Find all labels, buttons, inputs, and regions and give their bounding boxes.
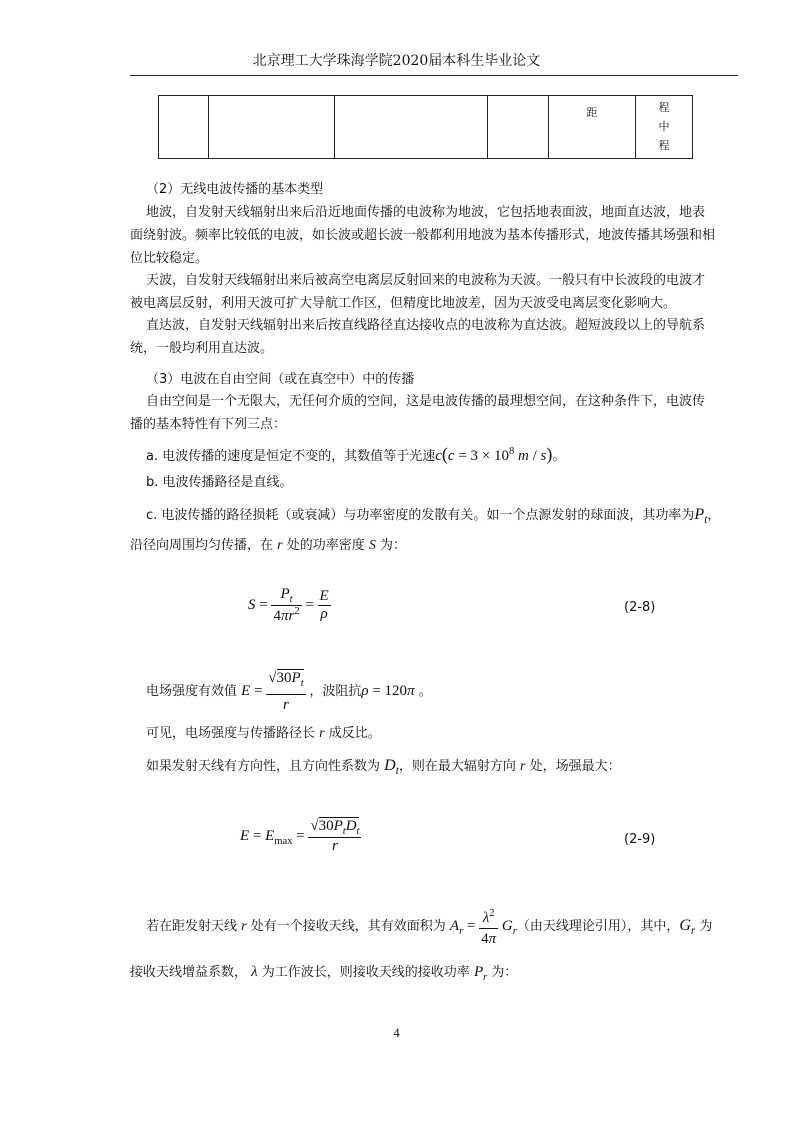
text-span: 处，场强最大：	[529, 759, 621, 774]
paragraph-line	[146, 904, 712, 949]
paragraph-line	[146, 724, 381, 744]
list-item-text: ，	[707, 508, 721, 523]
section-title: （3）电波在自由空间（或在真空中）中的传播	[146, 372, 415, 387]
equation-2-8: S = $\frac{P_t}{4\pi r^2}$ = $\frac{E}{\rho}$	[248, 586, 329, 624]
stacked-cell-text: 程 中 程	[658, 101, 670, 152]
paragraph-line: 统，一般均利用直达波。	[130, 341, 274, 356]
light-speed-formula: )	[546, 444, 553, 464]
table-cell	[209, 96, 335, 159]
paragraph-line: 天波，自发射天线辐射出来后被高空电离层反射回来的电波称为天波。一般只有中长波段的电波才	[146, 273, 706, 288]
paragraph-line: 位比较稳定。	[130, 251, 209, 266]
paragraph-line: 被电离层反射，利用天波可扩大导航工作区，但精度比地波差，因为天波受电离层变化影响大。	[130, 296, 677, 311]
field-strength-formula: E = $\frac{√30P_t}{r}$	[241, 670, 304, 713]
directivity-symbol: $D_t$	[384, 757, 399, 778]
paragraph-line: 面绕射波。频率比较低的电波，如长波或超长波一般都利用地波为基本传播形式，地波传播其场强和相	[130, 228, 716, 243]
list-item-text: a. 电波传播的速度是恒定不变的，其数值等于光速	[146, 449, 436, 464]
r-symbol: r	[319, 726, 325, 741]
equation-2-9: $E = E_{max}$ = $\frac{√30P_tD_t}{r}$	[240, 818, 360, 854]
text-span: 如果发射天线有方向性，且方向性系数为	[146, 759, 381, 774]
text-span: 。	[418, 683, 432, 699]
paragraph-line	[146, 756, 621, 781]
effective-area-formula: $A_r$ = $\frac{\lambda^2}{4\pi}$ $G_r$	[450, 918, 517, 934]
s-symbol: S	[368, 538, 376, 553]
list-item-b: b. 电波传播路径是直线。	[146, 475, 293, 490]
light-speed-formula: c	[435, 448, 442, 464]
table-cell	[159, 96, 209, 159]
lambda-symbol: λ	[251, 964, 258, 980]
table-fragment	[158, 95, 693, 159]
header-rule	[130, 75, 738, 76]
paragraph-line: 播的基本特性有下列三点：	[130, 417, 287, 432]
section-title: （2）无线电波传播的基本类型	[146, 182, 324, 197]
paragraph-line: 地波，自发射天线辐射出来后沿近地面传播的电波称为地波，它包括地表面波，地面直达波，地表	[146, 205, 706, 220]
text-span: 电场强度有效值	[146, 683, 238, 699]
list-item-text: c. 电波传播的路径损耗（或衰减）与功率密度的发散有关。如一个点源发射的球面波，其功率为	[146, 508, 695, 523]
text-span: 为	[699, 918, 713, 934]
paragraph-line	[130, 962, 517, 988]
table-cell: 距	[549, 96, 636, 159]
list-item-a	[146, 442, 565, 467]
paragraph-line	[146, 668, 432, 715]
equation-number: (2-9)	[624, 832, 656, 847]
list-item-text: 。	[552, 449, 566, 464]
text-span: 为工作波长，则接收天线的接收功率	[261, 965, 470, 980]
table-cell	[488, 96, 549, 159]
text-span: ，波阻抗	[309, 683, 362, 699]
text-span: ，则在最大辐射方向	[398, 759, 516, 774]
text-span: （由天线理论引用），其中，	[516, 918, 680, 934]
text-span: 处的功率密度	[286, 538, 365, 553]
r-symbol: r	[241, 918, 247, 934]
paragraph-line	[130, 536, 406, 556]
table-cell	[636, 96, 693, 159]
table-row	[159, 96, 693, 159]
page-number: 4	[393, 1025, 400, 1040]
light-speed-formula: (	[441, 444, 448, 464]
paragraph-line: 直达波，自发射天线辐射出来后按直线路径直达接收点的电波称为直达波。超短波段以上的导航系	[146, 318, 706, 333]
text-span: 处有一个接收天线，其有效面积为	[250, 918, 446, 934]
text-span: 为：	[491, 965, 518, 980]
power-symbol: $P_t$	[694, 506, 708, 527]
r-symbol: r	[519, 759, 526, 774]
equation-number: (2-8)	[624, 600, 656, 615]
light-speed-formula: $c = 3 \times 10^8$ m / s	[447, 446, 547, 464]
text-span: 沿径向周围均匀传播，在	[130, 538, 274, 553]
text-span: 可见，电场强度与传播路径长	[146, 726, 316, 741]
impedance-formula: ρ = 120π	[361, 682, 415, 699]
text-span: 成反比。	[328, 726, 381, 741]
list-item-c	[146, 505, 720, 530]
paragraph-line: 自由空间是一个无限大，无任何介质的空间，这是电波传播的最理想空间，在这种条件下，电波传	[146, 394, 706, 409]
text-span: 若在距发射天线	[146, 918, 238, 934]
gain-symbol: $G_r$	[679, 916, 696, 938]
received-power-symbol: $P_r$	[473, 964, 488, 983]
table-cell	[335, 96, 488, 159]
page-header: 北京理工大学珠海学院2020届本科生毕业论文	[252, 53, 541, 69]
text-span: 接收天线增益系数，	[130, 965, 248, 980]
r-symbol: r	[277, 538, 283, 553]
text-span: 为：	[380, 538, 407, 553]
